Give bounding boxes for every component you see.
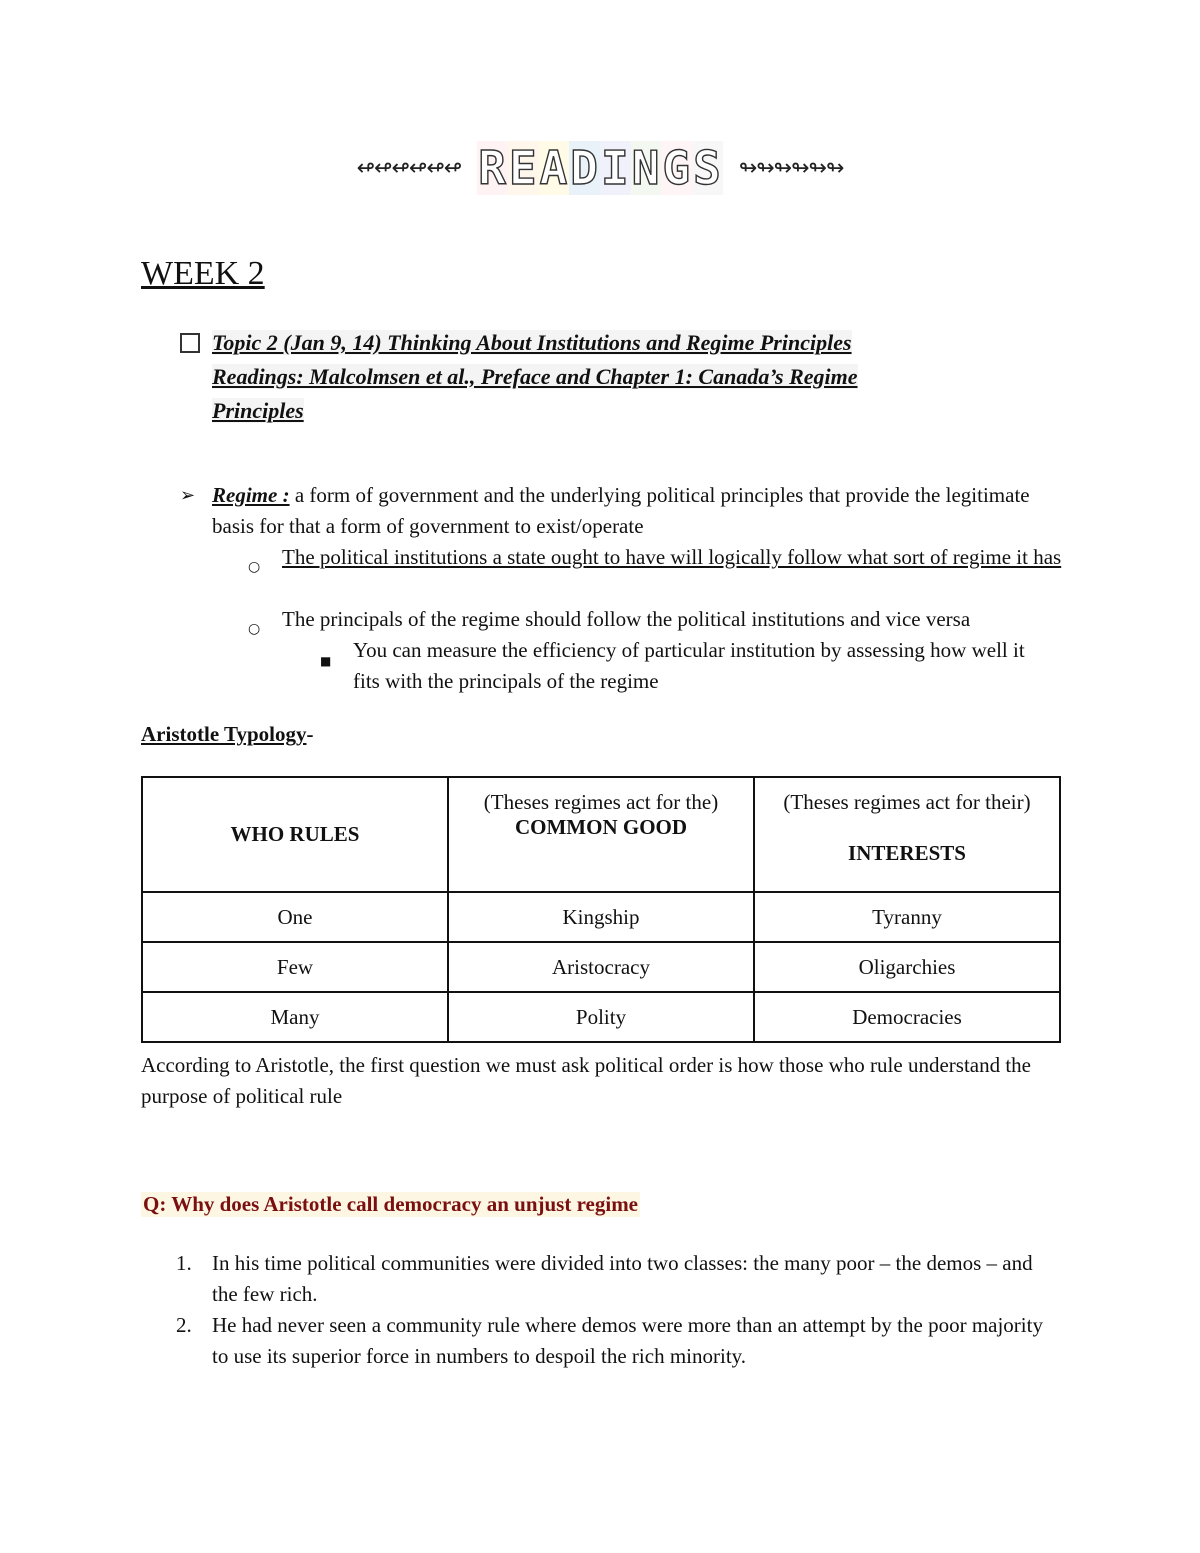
table-row [142,992,1060,1042]
table-cell: Few [142,942,448,992]
table-header-cell [448,777,754,892]
aristotle-heading [141,722,313,747]
table-row [142,942,1060,992]
title-letter: G [662,141,692,195]
table-cell: Oligarchies [754,942,1060,992]
regime-definition [212,480,1052,542]
title-letter: N [631,141,661,195]
aristotle-heading-text: Aristotle Typology [141,722,307,746]
list-item: In his time political communities were divided into two classes: the many poor – the demos – and the few rich. [212,1251,1033,1306]
page-title [477,141,723,195]
arrow-bullet-icon: ➢ [180,485,196,506]
square-bullet-icon: ■ [320,654,332,668]
regime-subsub-1: You can measure the efficiency of particular institution by assessing how well it fits with the principals of the regime [353,638,1025,693]
list-item: He had never seen a community rule where demos were more than an attempt by the poor majority to use its superior force in numbers to despoil the rich minority. [212,1313,1043,1368]
aristotle-paragraph: According to Aristotle, the first question we must ask political order is how those who rule understand the purpose of political rule [141,1053,1031,1108]
table-cell: Aristocracy [448,942,754,992]
regime-label: Regime : [212,483,290,507]
title-letter: S [693,141,722,195]
table-header-cell [142,777,448,892]
title-letter: R [478,141,507,195]
circle-bullet-icon: ○ [248,559,261,575]
week-heading: WEEK 2 [141,255,265,292]
table-cell: Polity [448,992,754,1042]
header-note: (Theses regimes act for their) [783,790,1031,814]
table-cell: Tyranny [754,892,1060,942]
right-decoration: ↬↬↬↬↬↬ [738,155,844,181]
left-decoration: ↫↫↫↫↫↫ [356,155,462,181]
regime-definition-text: a form of government and the underlying political principles that provide the legitimate basis for that a form of government to exist/operate [212,483,1030,538]
topic-heading [212,326,1012,428]
header-note: (Theses regimes act for the) [483,790,719,814]
list-number: 2. [176,1313,192,1337]
question-heading: Q: Why does Aristotle call democracy an unjust regime [143,1192,639,1216]
title-letter: I [601,141,630,195]
table-header-row [142,777,1060,892]
title-letter: A [539,141,569,195]
page-header [0,138,1200,198]
aristotle-typology-table [141,776,1061,1043]
header-common-good: COMMON GOOD [514,815,688,839]
header-who-rules: WHO RULES [230,822,360,846]
table-cell: One [142,892,448,942]
title-letter: E [508,141,538,195]
title-letter: D [570,141,599,195]
table-cell: Democracies [754,992,1060,1042]
table-header-cell [754,777,1060,892]
regime-sub-2: The principals of the regime should follow the political institutions and vice versa [282,607,971,631]
table-cell: Kingship [448,892,754,942]
topic-line-1: Topic 2 (Jan 9, 14) Thinking About Institutions and Regime Principles [212,330,852,355]
circle-bullet-icon: ○ [248,621,261,637]
topic-line-2: Readings: Malcolmsen et al., Preface and Chapter 1: Canada’s Regime [212,364,858,389]
regime-sub-1: The political institutions a state ought to have will logically follow what sort of regime it has [282,545,1062,569]
table-cell: Many [142,992,448,1042]
list-number: 1. [176,1251,192,1275]
table-row [142,892,1060,942]
header-interests: INTERESTS [848,841,966,865]
topic-checkbox[interactable] [180,333,200,353]
topic-line-3: Principles [212,398,304,423]
aristotle-heading-dash: - [306,722,314,746]
